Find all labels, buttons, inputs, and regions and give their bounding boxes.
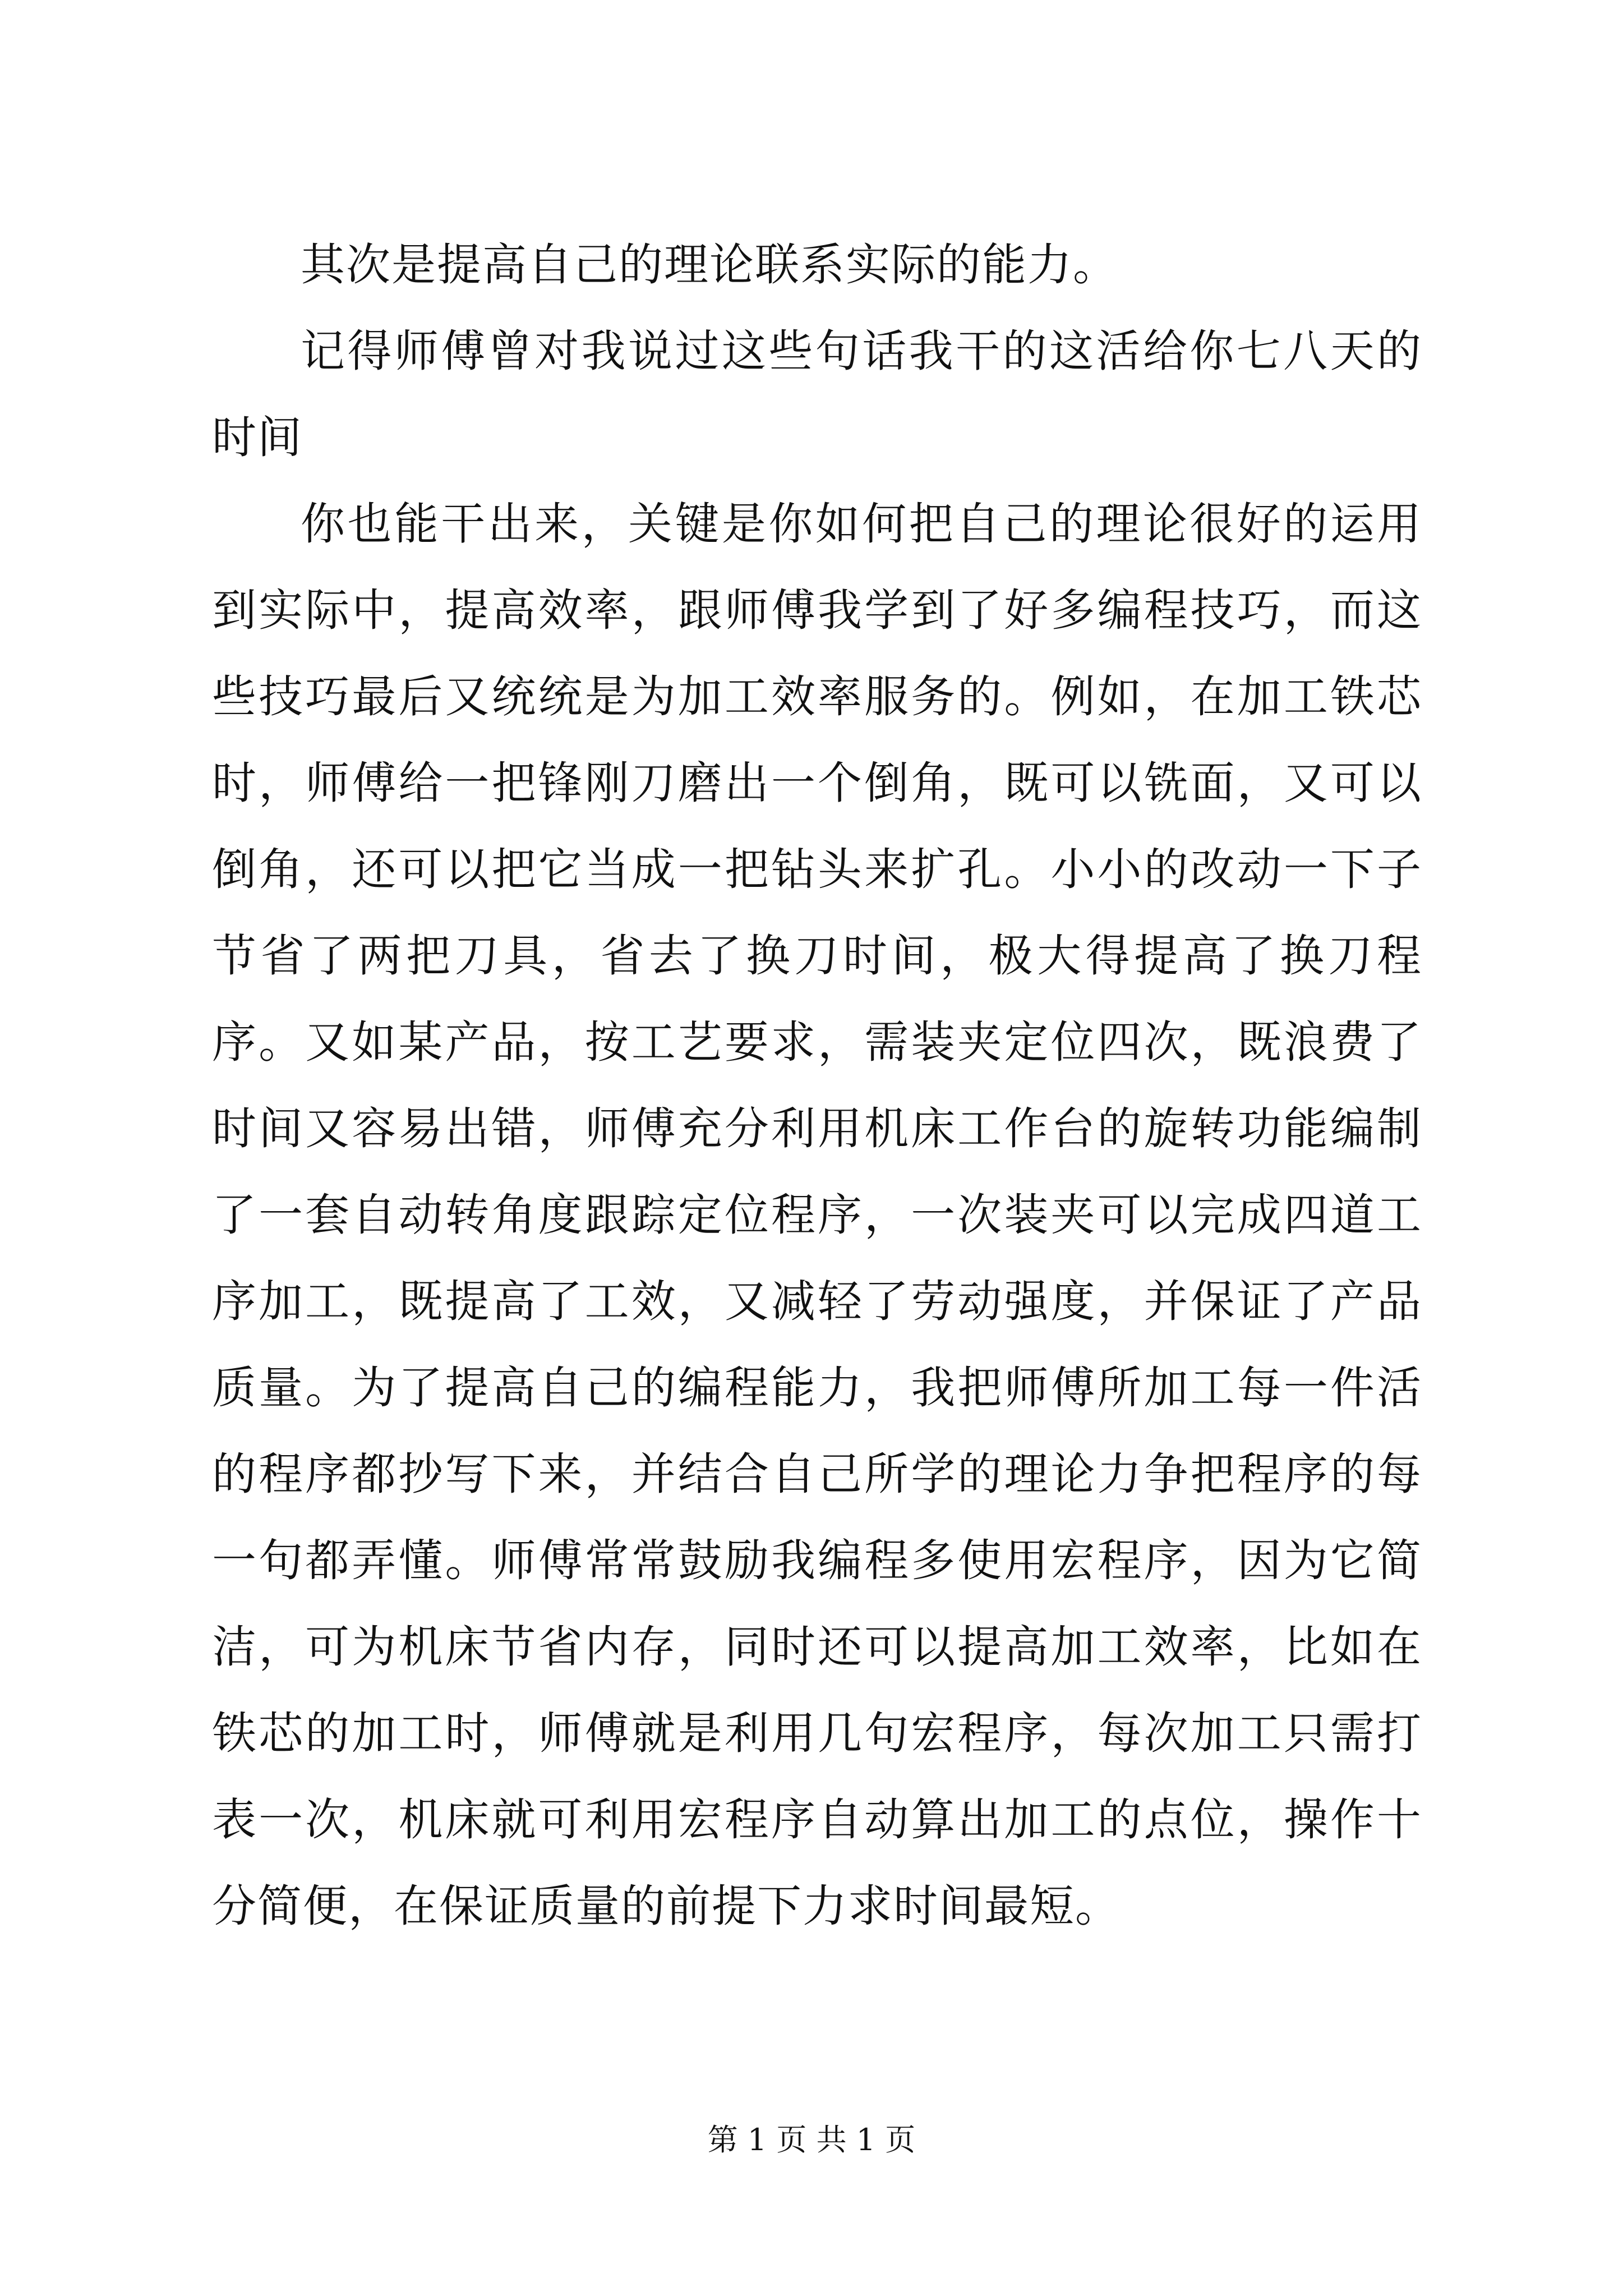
paragraph-2: 记得师傅曾对我说过这些句话我干的这活给你七八天的时间	[212, 325, 1422, 463]
paragraph-3: 你也能干出来，关键是你如何把自己的理论很好的运用到实际中，提高效率，跟师傅我学到了好多编程技巧，而这些技巧最后又统统是为加工效率服务的。例如，在加工铁芯时，师傅给一把锋刚刀磨出一个倒角，既可以铣面，又可以倒角，还可以把它当成一把钻头来扩孔。小小的改动一下子节省了两把刀具，省去了换刀时间，极大得提高了换刀程序。又如某产品，按工艺要求，需装夹定位四次，既浪费了时间又容易出错，师傅充分利用机床工作台的旋转功能编制了一套自动转角度跟踪定位程序，一次装夹可以完成四道工序加工，既提高了工效，又减轻了劳动强度，并保证了产品质量。为了提高自己的编程能力，我把师傅所加工每一件活的程序都抄写下来，并结合自己所学的理论力争把程序的每一句都弄懂。师傅常常鼓励我编程多使用宏程序，因为它简洁，可为机床节省内存，同时还可以提高加工效率，比如在铁芯的加工时，师傅就是利用几句宏程序，每次加工只需打表一次，机床就可利用宏程序自动算出加工的点位，操作十分简便，在保证质量的前提下力求时间最短。	[212, 498, 1422, 1932]
body-text	[212, 222, 1422, 1949]
page-footer: 第 1 页 共 1 页	[707, 2122, 916, 2157]
paragraph-1: 其次是提高自己的理论联系实际的能力。	[301, 239, 1118, 291]
